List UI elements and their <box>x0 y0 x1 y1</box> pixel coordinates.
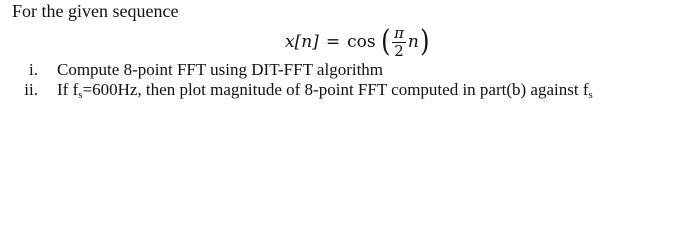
intro-text: For the given sequence <box>12 1 179 21</box>
list-marker: ii. <box>24 80 38 99</box>
fraction-denominator: 2 <box>394 41 404 60</box>
equation-variable: n <box>407 32 419 52</box>
equation-open-paren: ( <box>380 24 391 59</box>
subscript: s <box>588 89 593 101</box>
equation-function: cos <box>347 32 376 52</box>
equation-lhs: x[n] <box>285 32 319 52</box>
sequence-equation <box>285 22 430 62</box>
list-item-text <box>57 80 593 105</box>
list-item-text: Compute 8-point FFT using DIT-FFT algorithm <box>57 60 384 79</box>
text-segment: =600Hz, then plot magnitude of 8-point FFT computed in part(b) against f <box>82 80 589 99</box>
fraction-numerator: π <box>394 23 404 42</box>
equation-equals: = <box>325 32 341 52</box>
equation-close-paren: ) <box>419 24 430 59</box>
equation-fraction <box>392 23 406 60</box>
text-segment: If f <box>57 80 79 99</box>
subscript: s <box>78 89 83 101</box>
list-marker: i. <box>29 60 38 79</box>
